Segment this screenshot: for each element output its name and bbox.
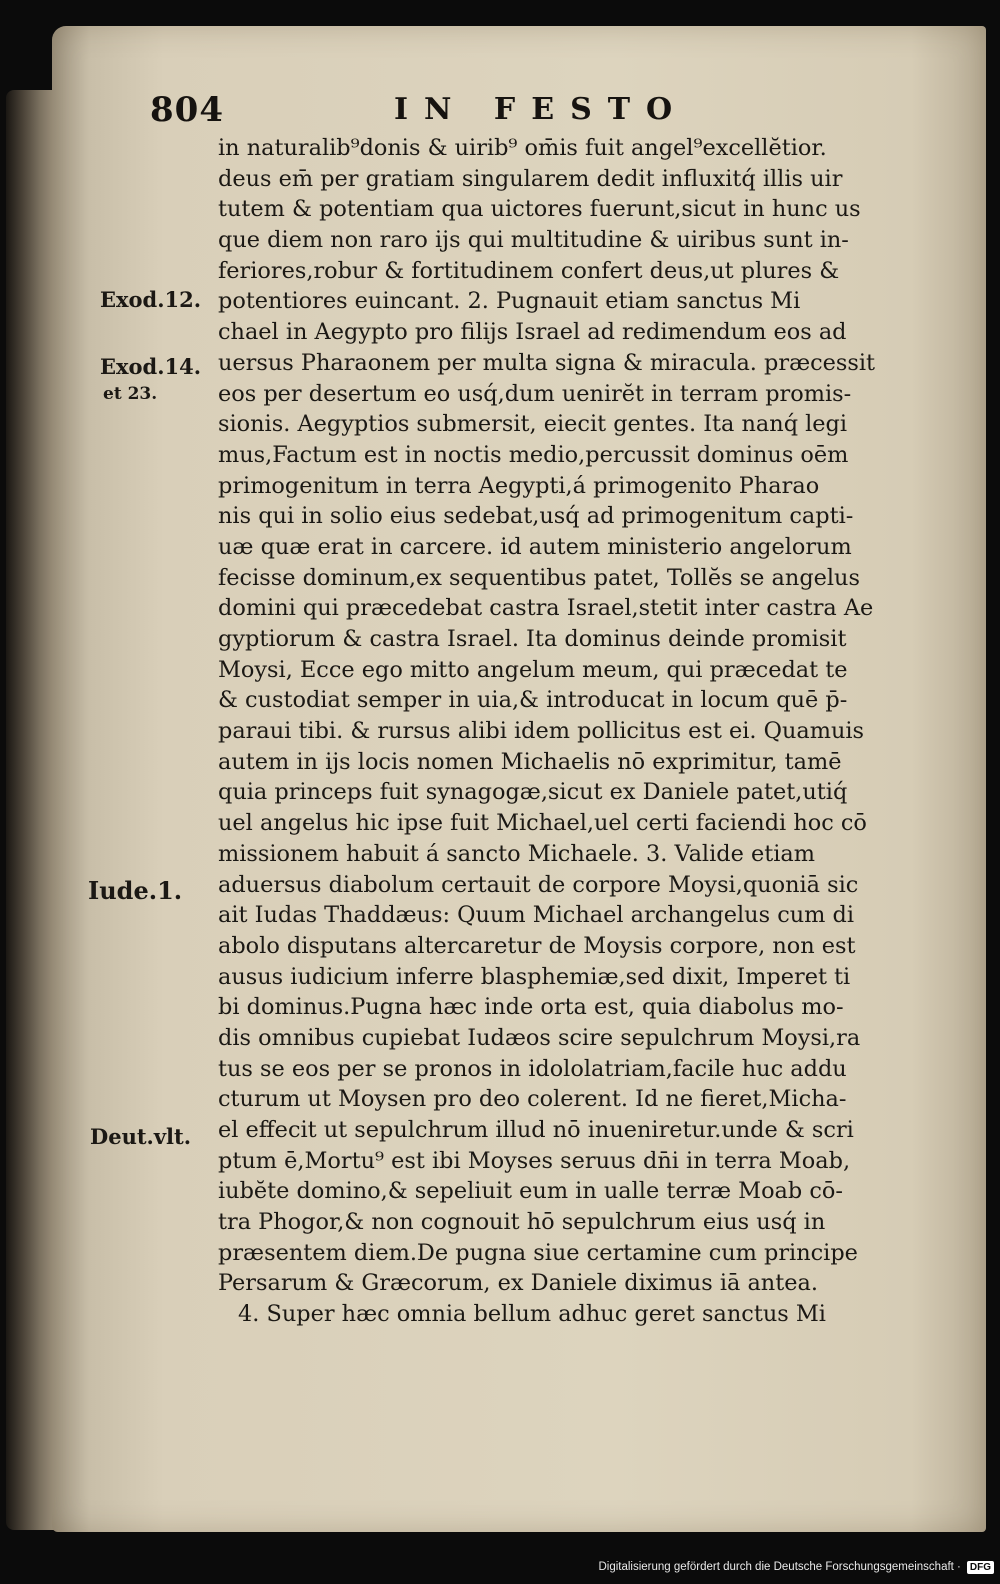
text-line: iubĕte domino,& sepeliuit eum in ualle terræ Moab cō- <box>218 1178 843 1205</box>
text-line: cturum ut Moysen pro deo colerent. Id ne fieret,Micha- <box>218 1086 847 1113</box>
text-line: in naturalib⁹donis & uirib⁹ om̄is fuit angel⁹excellĕtior. <box>218 135 827 161</box>
text-line: fecisse dominum,ex sequentibus patet, Tollĕs se angelus <box>218 564 860 591</box>
text-line: missionem habuit á sancto Michaele. 3. Valide etiam <box>218 840 815 867</box>
text-line: tus se eos per se pronos in idololatriam,facile huc addu <box>218 1055 847 1082</box>
margin-note-exod-14: Exod.14. <box>100 354 202 379</box>
margin-note-exod-12: Exod.12. <box>100 287 202 312</box>
text-line: Persarum & Græcorum, ex Daniele diximus iā antea. <box>218 1270 818 1297</box>
dfg-logo: DFG <box>967 1561 994 1574</box>
text-line: domini qui præcedebat castra Israel,stetit inter castra Ae <box>218 595 874 622</box>
margin-note-iude-1: Iude.1. <box>88 876 183 905</box>
margin-note-et-23: et 23. <box>103 384 158 404</box>
text-line: Moysi, Ecce ego mitto angelum meum, qui præcedat te <box>218 656 848 683</box>
text-line: mus,Factum est in noctis medio,percussit dominus oēm <box>218 441 849 468</box>
text-line: chael in Aegypto pro filijs Israel ad redimendum eos ad <box>218 319 847 346</box>
text-line: potentiores euincant. 2. Pugnauit etiam sanctus Mi <box>218 288 801 315</box>
text-line: nis qui in solio eius sedebat,usq́ ad primogenitum capti- <box>218 503 854 530</box>
running-head: IN FESTO <box>394 92 689 127</box>
margin-note-deut-vlt: Deut.vlt. <box>90 1124 192 1149</box>
text-line: præsentem diem.De pugna siue certamine cum principe <box>218 1239 858 1266</box>
text-line: tutem & potentiam qua uictores fuerunt,sicut in hunc us <box>218 196 861 223</box>
page-number: 804 <box>150 90 224 130</box>
body-text <box>218 133 918 1330</box>
text-line: primogenitum in terra Aegypti,á primogenito Pharao <box>218 472 820 499</box>
text-line: sionis. Aegyptios submersit, eiecit gentes. Ita nanq́ legi <box>218 411 848 438</box>
text-line: el effecit ut sepulchrum illud nō inueniretur.unde & scri <box>218 1117 854 1143</box>
text-line: deus em̄ per gratiam singularem dedit influxitq́ illis uir <box>218 165 843 192</box>
text-line: feriores,robur & fortitudinem confert deus,ut plures & <box>218 257 840 284</box>
text-line: ait Iudas Thaddæus: Quum Michael archangelus cum di <box>218 902 855 929</box>
text-line: uæ quæ erat in carcere. id autem ministerio angelorum <box>218 533 852 560</box>
text-line: & custodiat semper in uia,& introducat in locum quē p̄- <box>218 687 848 714</box>
text-line: ausus iudicium inferre blasphemiæ,sed dixit, Imperet ti <box>218 963 851 990</box>
text-line: dis omnibus cupiebat Iudæos scire sepulchrum Moysi,ra <box>218 1024 861 1051</box>
text-line: eos per desertum eo usq́,dum uenirĕt in terram promis- <box>218 380 852 407</box>
text-line: aduersus diabolum certauit de corpore Moysi,quoniā sic <box>218 871 859 898</box>
text-line: uersus Pharaonem per multa signa & miracula. præcessit <box>218 349 876 376</box>
digitization-credit <box>598 1556 994 1578</box>
text-line: gyptiorum & castra Israel. Ita dominus deinde promisit <box>218 626 847 652</box>
credit-text: Digitalisierung gefördert durch die Deutsche Forschungsgemeinschaft · <box>598 1561 961 1573</box>
text-line: 4. Super hæc omnia bellum adhuc geret sanctus Mi <box>238 1301 826 1328</box>
text-line: autem in ijs locis nomen Michaelis nō exprimitur, tamē <box>218 748 842 775</box>
text-line: quia princeps fuit synagogæ,sicut ex Daniele patet,utiq́ <box>218 779 848 806</box>
text-line: abolo disputans altercaretur de Moysis corpore, non est <box>218 932 856 959</box>
book-spine-edge <box>6 90 54 1530</box>
text-line: paraui tibi. & rursus alibi idem pollicitus est ei. Quamuis <box>218 718 865 745</box>
text-line: que diem non raro ijs qui multitudine & uiribus sunt in- <box>218 227 849 254</box>
text-line: ptum ē,Mortu⁹ est ibi Moyses seruus dn̄i in terra Moab, <box>218 1147 851 1174</box>
text-line: bi dominus.Pugna hæc inde orta est, quia diabolus mo- <box>218 994 844 1021</box>
text-line: uel angelus hic ipse fuit Michael,uel certi faciendi hoc cō <box>218 810 867 837</box>
text-line: tra Phogor,& non cognouit hō sepulchrum eius usq́ in <box>218 1209 826 1236</box>
